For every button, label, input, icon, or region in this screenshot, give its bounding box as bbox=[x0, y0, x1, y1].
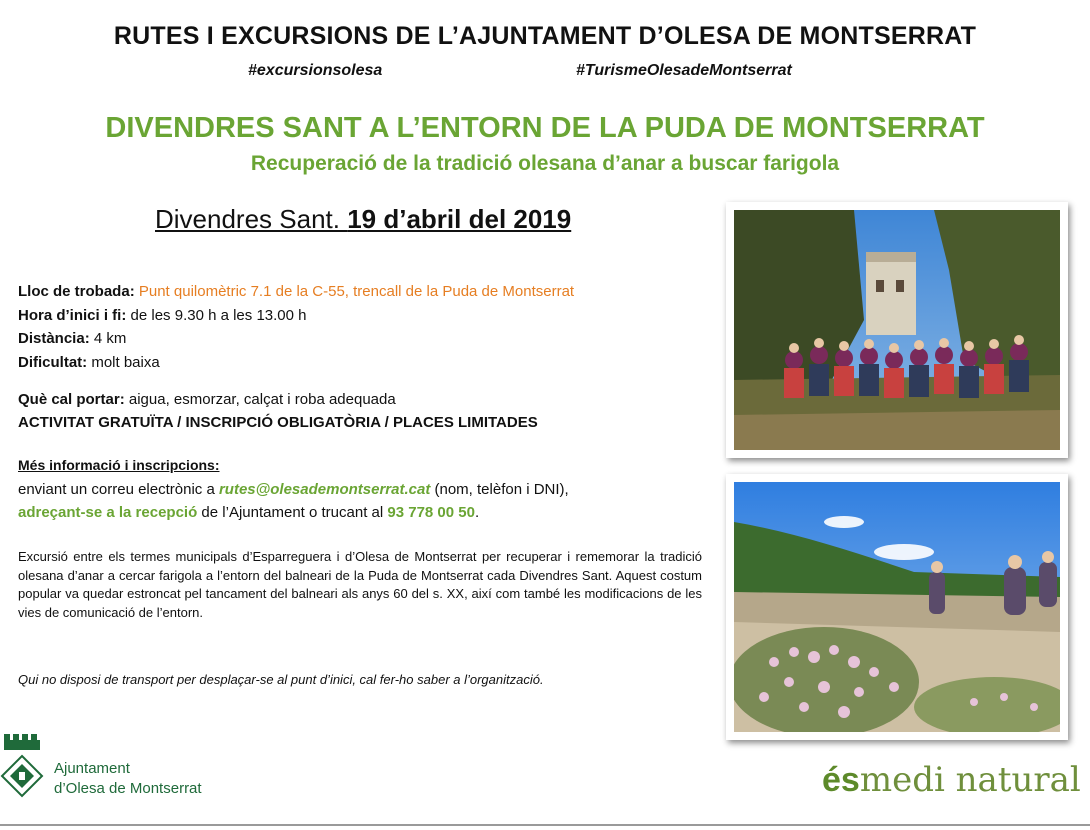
shield-icon bbox=[2, 756, 42, 796]
page-title: RUTES I EXCURSIONS DE L’AJUNTAMENT D’OLESA DE MONTSERRAT bbox=[113, 22, 977, 50]
email-suffix: (nom, telèfon i DNI), bbox=[430, 481, 569, 498]
distance-label: Distància bbox=[18, 330, 85, 347]
logo-line-1: Ajuntament bbox=[54, 760, 130, 777]
event-date bbox=[155, 204, 571, 235]
activity-notice: ACTIVITAT GRATUÏTA / INSCRIPCIÓ OBLIGATÒRIA / PLACES LIMITADES bbox=[18, 414, 538, 431]
reception-text: adreçant-se a la recepció bbox=[18, 504, 198, 521]
difficulty-value: molt baixa bbox=[87, 354, 160, 371]
phone-prefix: de l’Ajuntament o trucant al bbox=[197, 504, 388, 521]
date-prefix: Divendres Sant. bbox=[155, 204, 348, 234]
bring-label: Què cal portar bbox=[18, 391, 120, 408]
time-value: de les 9.30 h a les 13.00 h bbox=[126, 307, 307, 324]
municipal-logo-text bbox=[54, 759, 202, 799]
schedule: Hora d’inici i fi: de les 9.30 h a les 13.00 h bbox=[18, 307, 307, 324]
what-to-bring: Què cal portar: aigua, esmorzar, calçat i roba adequada bbox=[18, 391, 396, 408]
distance-value: 4 km bbox=[89, 330, 127, 347]
hashtag-excursions: #excursionsolesa bbox=[248, 62, 383, 79]
phone-number: 93 778 00 50 bbox=[387, 504, 475, 521]
distance: Distància: 4 km bbox=[18, 330, 127, 347]
group-photo bbox=[726, 202, 1068, 458]
hashtag-tourism: #TurismeOlesadeMontserrat bbox=[576, 62, 792, 79]
municipal-logo bbox=[0, 734, 48, 809]
transport-note: Qui no disposi de transport per desplaçar-se al punt d’inici, cal fer-ho saber a l’organització. bbox=[18, 672, 544, 687]
brand-es: és bbox=[822, 761, 860, 799]
brand-logo bbox=[822, 760, 1081, 800]
thyme-photo bbox=[726, 474, 1068, 740]
email-prefix: enviant un correu electrònic a bbox=[18, 481, 219, 498]
bottom-divider bbox=[0, 824, 1090, 826]
meeting-label: Lloc de trobada bbox=[18, 283, 130, 300]
difficulty-label: Dificultat bbox=[18, 354, 83, 371]
bring-value: aigua, esmorzar, calçat i roba adequada bbox=[124, 391, 396, 408]
contact-line-email bbox=[18, 480, 569, 499]
difficulty: Dificultat: molt baixa bbox=[18, 354, 160, 371]
meeting-point: Lloc de trobada: Punt quilomètric 7.1 de la C-55, trencall de la Puda de Montserrat bbox=[18, 283, 575, 300]
phone-end: . bbox=[474, 504, 480, 521]
time-label: Hora d’inici i fi bbox=[18, 307, 122, 324]
crown-icon bbox=[4, 734, 40, 750]
event-title: DIVENDRES SANT A L’ENTORN DE LA PUDA DE MONTSERRAT bbox=[105, 112, 985, 144]
brand-rest: medi natural bbox=[859, 760, 1081, 800]
description: Excursió entre els termes municipals d’Esparreguera i d’Olesa de Montserrat per recuperar i rememorar la tradició olesana d’anar a cercar farigola a l’entorn del balneari de la Puda de Montserrat cada Divendres Sant. Aquest costum popular va quedar estroncat pel tancament del balneari als anys 60 del s. XX, així com també les modificacions de les vies de comunicació de l’entorn. bbox=[18, 549, 702, 620]
contact-line-phone bbox=[18, 503, 479, 522]
logo-line-2: d’Olesa de Montserrat bbox=[54, 780, 202, 797]
email-link[interactable]: rutes@olesademontserrat.cat bbox=[218, 481, 431, 498]
meeting-value: Punt quilomètric 7.1 de la C-55, trencall de la Puda de Montserrat bbox=[138, 283, 575, 300]
date-value: 19 d’abril del 2019 bbox=[347, 204, 572, 234]
event-subtitle: Recuperació de la tradició olesana d’anar a buscar farigola bbox=[250, 152, 840, 175]
contact-heading: Més informació i inscripcions: bbox=[18, 457, 220, 473]
